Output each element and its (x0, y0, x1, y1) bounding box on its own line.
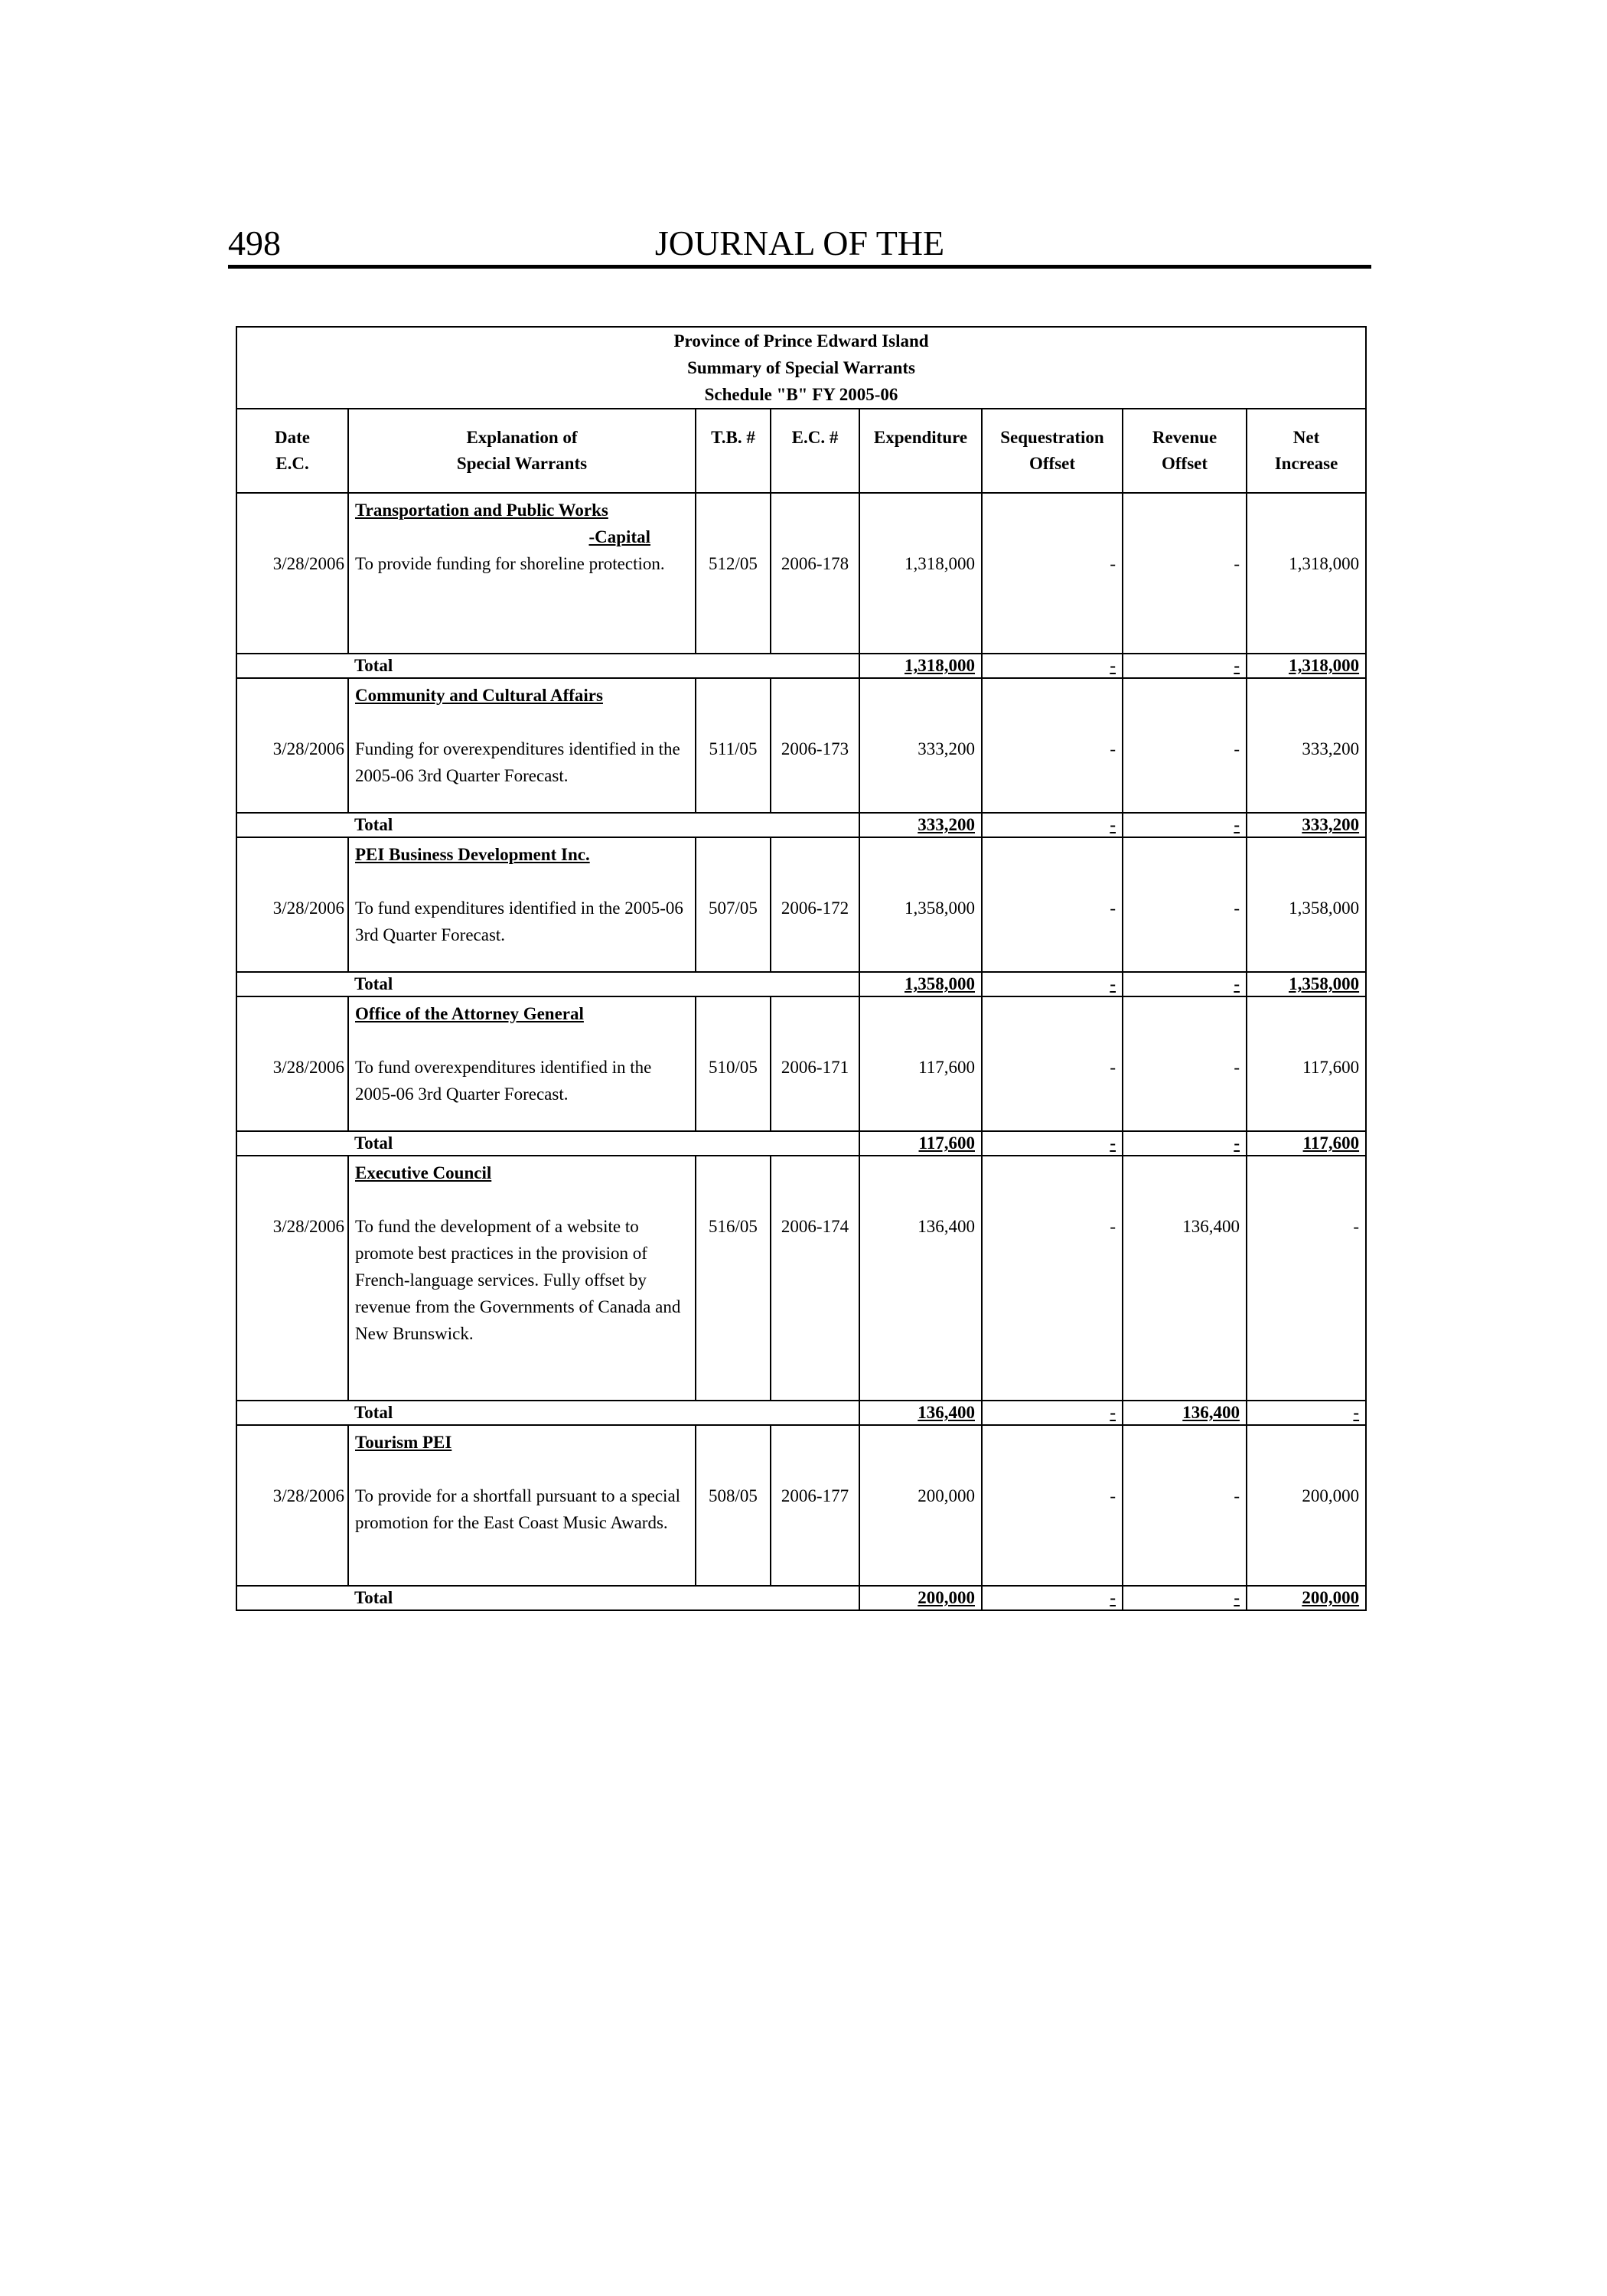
revenue-cell: 136,400 (1123, 1156, 1247, 1401)
header-line (702, 451, 764, 477)
tb-number-cell: 508/05 (696, 1425, 771, 1586)
revenue-cell: - (1123, 1425, 1247, 1586)
warrant-description: To fund overexpenditures identified in the 2005-06 3rd Quarter Forecast. (355, 1058, 652, 1104)
total-revenue: - (1123, 1586, 1247, 1610)
department-name: PEI Business Development Inc. (355, 845, 590, 864)
date-cell: 3/28/2006 (236, 1425, 348, 1586)
department-name: Office of the Attorney General (355, 1004, 584, 1023)
warrant-row (236, 996, 1366, 1131)
header-line: Net (1292, 428, 1320, 447)
ec-number-cell: 2006-178 (771, 493, 859, 654)
date-cell: 3/28/2006 (236, 837, 348, 972)
column-header-date (236, 409, 348, 493)
department-name: Transportation and Public Works (355, 501, 608, 520)
net-increase-cell: - (1247, 1156, 1366, 1401)
revenue-cell: - (1123, 996, 1247, 1131)
explanation-cell (348, 1156, 696, 1401)
warrant-row (236, 678, 1366, 813)
caption-line: Province of Prince Edward Island (673, 331, 929, 351)
sequestration-cell: - (982, 678, 1123, 813)
warrant-description: To fund the development of a website to promote best practices in the provision of French-language services. Fully offset by revenue from the Governments of Canada and New Brunswick. (355, 1217, 681, 1343)
sequestration-cell: - (982, 996, 1123, 1131)
total-row (236, 654, 1366, 678)
column-header-net (1247, 409, 1366, 493)
department-name: Community and Cultural Affairs (355, 686, 603, 705)
header-line: Date (275, 428, 310, 447)
total-expenditure: 136,400 (859, 1401, 982, 1425)
total-row (236, 1586, 1366, 1610)
net-increase-cell: 333,200 (1247, 678, 1366, 813)
ec-number-cell: 2006-172 (771, 837, 859, 972)
net-increase-cell: 117,600 (1247, 996, 1366, 1131)
header-line: E.C. # (791, 428, 839, 447)
header-line: Explanation of (466, 428, 578, 447)
spacer (355, 1027, 689, 1054)
caption-line: Summary of Special Warrants (687, 358, 915, 377)
ec-number-cell: 2006-173 (771, 678, 859, 813)
department-name: Executive Council (355, 1163, 492, 1182)
total-label: Total (348, 654, 859, 678)
total-label: Total (348, 1401, 859, 1425)
tb-number-cell: 510/05 (696, 996, 771, 1131)
net-increase-cell: 1,318,000 (1247, 493, 1366, 654)
total-revenue: - (1123, 1131, 1247, 1156)
ec-number-cell: 2006-174 (771, 1156, 859, 1401)
net-increase-cell: 200,000 (1247, 1425, 1366, 1586)
column-header-revenue (1123, 409, 1247, 493)
header-line: Expenditure (873, 428, 968, 447)
caption-line: Schedule "B" FY 2005-06 (704, 385, 898, 404)
header-line (777, 451, 852, 477)
journal-title: JOURNAL OF THE (654, 223, 945, 263)
expenditure-cell: 117,600 (859, 996, 982, 1131)
tb-number-cell: 511/05 (696, 678, 771, 813)
expenditure-cell: 1,318,000 (859, 493, 982, 654)
header-line: Offset (1028, 454, 1076, 473)
caption-row (236, 327, 1366, 409)
column-header-row (236, 409, 1366, 493)
ec-number-cell: 2006-177 (771, 1425, 859, 1586)
total-row (236, 1401, 1366, 1425)
revenue-cell: - (1123, 493, 1247, 654)
explanation-cell (348, 996, 696, 1131)
page-header (228, 223, 1371, 271)
explanation-cell (348, 493, 696, 654)
total-label: Total (348, 813, 859, 837)
column-header-ec (771, 409, 859, 493)
total-blank-cell (236, 654, 348, 678)
total-expenditure: 1,318,000 (859, 654, 982, 678)
total-expenditure: 1,358,000 (859, 972, 982, 996)
warrant-row (236, 1425, 1366, 1586)
expenditure-cell: 136,400 (859, 1156, 982, 1401)
table-caption (236, 327, 1366, 409)
total-expenditure: 333,200 (859, 813, 982, 837)
total-row (236, 813, 1366, 837)
header-line (866, 451, 975, 477)
date-cell: 3/28/2006 (236, 678, 348, 813)
column-header-sequestration (982, 409, 1123, 493)
total-label: Total (348, 972, 859, 996)
tb-number-cell: 512/05 (696, 493, 771, 654)
total-revenue: - (1123, 654, 1247, 678)
total-net-increase: 1,318,000 (1247, 654, 1366, 678)
header-line: T.B. # (711, 428, 755, 447)
explanation-cell (348, 1425, 696, 1586)
total-sequestration: - (982, 972, 1123, 996)
warrant-row (236, 837, 1366, 972)
header-line: Offset (1161, 454, 1208, 473)
column-header-expenditure (859, 409, 982, 493)
expenditure-cell: 200,000 (859, 1425, 982, 1586)
column-header-explanation (348, 409, 696, 493)
total-expenditure: 117,600 (859, 1131, 982, 1156)
sequestration-cell: - (982, 837, 1123, 972)
date-cell: 3/28/2006 (236, 493, 348, 654)
page-number: 498 (228, 223, 281, 263)
explanation-cell (348, 678, 696, 813)
total-revenue: - (1123, 813, 1247, 837)
explanation-cell (348, 837, 696, 972)
warrant-description: To fund expenditures identified in the 2005-06 3rd Quarter Forecast. (355, 899, 683, 944)
header-line: Special Warrants (456, 454, 588, 473)
revenue-cell: - (1123, 678, 1247, 813)
total-sequestration: - (982, 654, 1123, 678)
warrant-description: Funding for overexpenditures identified in the 2005-06 3rd Quarter Forecast. (355, 739, 680, 785)
column-header-tb (696, 409, 771, 493)
header-rule (228, 265, 1371, 269)
special-warrants-table (236, 326, 1367, 1611)
warrant-description: To provide funding for shoreline protection. (355, 554, 665, 573)
total-blank-cell (236, 1586, 348, 1610)
net-increase-cell: 1,358,000 (1247, 837, 1366, 972)
table-body (236, 327, 1366, 1610)
date-cell: 3/28/2006 (236, 996, 348, 1131)
total-blank-cell (236, 1131, 348, 1156)
header-line: Sequestration (1000, 428, 1104, 447)
sequestration-cell: - (982, 1425, 1123, 1586)
revenue-cell: - (1123, 837, 1247, 972)
tb-number-cell: 507/05 (696, 837, 771, 972)
total-row (236, 1131, 1366, 1156)
department-name: Tourism PEI (355, 1433, 452, 1452)
total-sequestration: - (982, 1401, 1123, 1425)
expenditure-cell: 1,358,000 (859, 837, 982, 972)
spacer (355, 1186, 689, 1213)
header-line: Increase (1274, 454, 1338, 473)
sequestration-cell: - (982, 493, 1123, 654)
total-net-increase: - (1247, 1401, 1366, 1425)
spacer (355, 709, 689, 735)
warrant-row (236, 1156, 1366, 1401)
total-revenue: - (1123, 972, 1247, 996)
total-blank-cell (236, 1401, 348, 1425)
date-cell: 3/28/2006 (236, 1156, 348, 1401)
total-net-increase: 117,600 (1247, 1131, 1366, 1156)
department-name-cont: -Capital (588, 527, 650, 546)
total-net-increase: 1,358,000 (1247, 972, 1366, 996)
total-blank-cell (236, 813, 348, 837)
total-label: Total (348, 1586, 859, 1610)
spacer (355, 868, 689, 895)
total-expenditure: 200,000 (859, 1586, 982, 1610)
total-net-increase: 200,000 (1247, 1586, 1366, 1610)
spacer (355, 1456, 689, 1482)
total-sequestration: - (982, 1586, 1123, 1610)
ec-number-cell: 2006-171 (771, 996, 859, 1131)
tb-number-cell: 516/05 (696, 1156, 771, 1401)
total-label: Total (348, 1131, 859, 1156)
warrant-description: To provide for a shortfall pursuant to a special promotion for the East Coast Music Awards. (355, 1486, 681, 1532)
sequestration-cell: - (982, 1156, 1123, 1401)
warrant-row (236, 493, 1366, 654)
header-line: Revenue (1152, 428, 1217, 447)
total-revenue: 136,400 (1123, 1401, 1247, 1425)
total-sequestration: - (982, 1131, 1123, 1156)
total-row (236, 972, 1366, 996)
total-sequestration: - (982, 813, 1123, 837)
total-net-increase: 333,200 (1247, 813, 1366, 837)
header-line: E.C. (275, 454, 309, 473)
expenditure-cell: 333,200 (859, 678, 982, 813)
total-blank-cell (236, 972, 348, 996)
